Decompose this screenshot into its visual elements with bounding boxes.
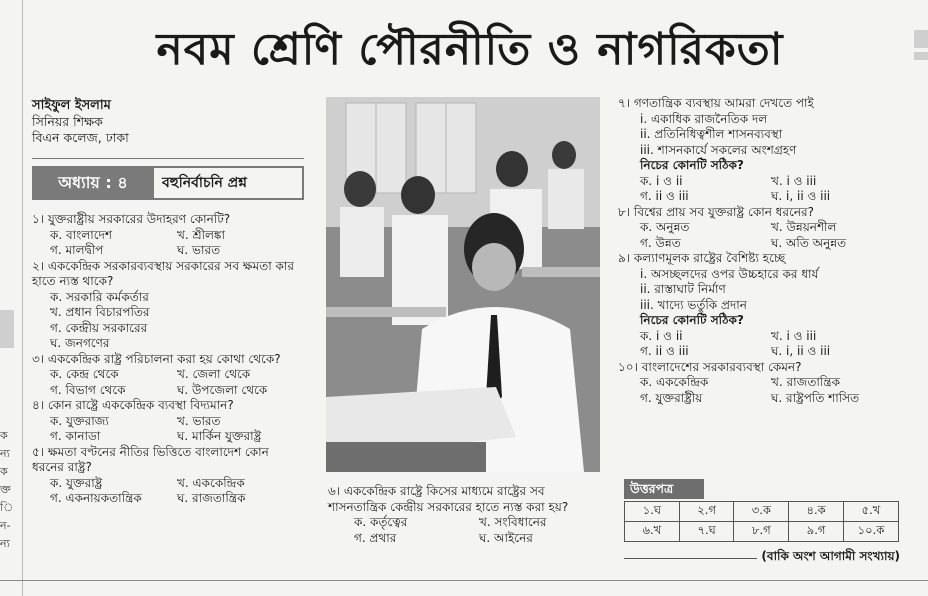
question-item — [32, 445, 304, 507]
author-institution: বিএন কলেজ, ঢাকা — [32, 130, 129, 145]
question-text: ৪। কোন রাষ্ট্রে এককেন্দ্রিক ব্যবস্থা বিদ্যমান? — [32, 398, 234, 412]
answer-cell: ৭.ঘ — [679, 522, 734, 542]
answer-cell: ৬.খ — [625, 522, 680, 542]
answer-cell: ৩.ক — [734, 502, 789, 522]
option-list — [32, 228, 304, 259]
option: গ. উন্নত — [640, 235, 681, 250]
option: ঘ. জনগণের — [50, 336, 110, 350]
option: খ. এককেন্দ্রিক — [177, 475, 245, 490]
option: ঘ. রাষ্ট্রপতি শাসিত — [771, 390, 860, 405]
option: ঘ. রাজতান্ত্রিক — [177, 491, 246, 505]
option: গ. কেন্দ্রীয় সরকারের — [50, 320, 148, 335]
students-exam-illustration — [326, 97, 600, 472]
question-prompt: নিচের কোনটি সঠিক? — [640, 313, 744, 327]
option: ক. যুক্তরাজ্য — [50, 413, 109, 428]
option: ক. বাংলাদেশ — [50, 227, 112, 242]
question-item — [32, 259, 304, 352]
chapter-number: অধ্যায় : ৪ — [32, 166, 154, 200]
option-list — [32, 414, 304, 445]
option: ক. সরকারি কর্মকর্তার — [50, 289, 149, 304]
statement: i. অসচ্ছলদের ওপর উচ্চহারে কর ধার্য — [640, 266, 819, 281]
statement: ii. প্রতিনিধিত্বশীল শাসনব্যবস্থা — [640, 127, 783, 141]
answer-cell: ৫.খ — [843, 502, 898, 522]
option: ঘ. উপজেলা থেকে — [177, 382, 268, 397]
question-item — [618, 251, 902, 360]
option: খ. রাজতান্ত্রিক — [771, 375, 840, 389]
option: ক. কর্তৃত্বের — [354, 515, 408, 529]
question-text: ৬। এককেন্দ্রিক রাষ্ট্রে কিসের মাধ্যমে রাষ্ট্রের সব শাসনতান্ত্রিক কেন্দ্রীয় সরকারের হাতে ন্যস্ত করা হয়? — [328, 484, 569, 514]
option: ঘ. i, ii ও iii — [771, 344, 831, 358]
option: খ. শ্রীলঙ্কা — [177, 227, 225, 242]
question-item — [328, 484, 604, 546]
author-name: সাইফুল ইসলাম — [32, 98, 111, 113]
edge-fragment: ক — [0, 465, 8, 478]
option: খ. জেলা থেকে — [177, 367, 251, 381]
author-title: সিনিয়র শিক্ষক — [32, 114, 103, 129]
option: গ. ii ও iii — [640, 189, 689, 203]
option: খ. উন্নয়নশীল — [771, 220, 837, 234]
edge-fragment: ক্ত — [0, 483, 11, 496]
option-list — [618, 375, 902, 406]
option: ক. i ও ii — [640, 328, 683, 343]
option: ঘ. অতি অনুন্নত — [771, 235, 847, 250]
option: ঘ. i, ii ও iii — [771, 189, 831, 203]
adjacent-gray-block — [0, 310, 14, 348]
option: গ. একনায়কতান্ত্রিক — [50, 491, 142, 505]
question-text: ৭। গণতান্ত্রিক ব্যবস্থায় আমরা দেখতে পাই — [618, 96, 814, 110]
option: খ. সংবিধানের — [479, 515, 547, 529]
question-text: ২। এককেন্দ্রিক সরকারব্যবস্থায় সরকারের সব ক্ষমতা কার হাতে ন্যস্ত থাকে? — [32, 258, 294, 288]
option: ঘ. মার্কিন যুক্তরাষ্ট্র — [177, 429, 262, 443]
edge-fragment: ি — [0, 501, 14, 514]
option-list — [618, 220, 902, 251]
divider — [32, 158, 304, 159]
question-text: ৯। কল্যাণমূলক রাষ্ট্রের বৈশিষ্ট্য হচ্ছে — [618, 251, 786, 265]
answer-cell: ২.গ — [679, 502, 734, 522]
option: গ. যুক্তরাষ্ট্রীয় — [640, 390, 703, 405]
divider — [0, 580, 928, 581]
headline: নবম শ্রেণি পৌরনীতি ও নাগরিকতা — [156, 24, 784, 75]
statement: iii. খাদ্যে ভর্তুকি প্রদান — [640, 297, 747, 312]
answer-cell: ৯.গ — [789, 522, 844, 542]
chapter-type: বহুনির্বাচনি প্রশ্ন — [154, 166, 304, 200]
edge-fragment: ক — [0, 429, 8, 442]
option-list — [328, 515, 604, 546]
edge-fragment: ন- — [0, 519, 11, 532]
answer-cell: ৪.ক — [789, 502, 844, 522]
question-text: ১। যুক্তরাষ্ট্রীয় সরকারের উদাহরণ কোনটি? — [32, 212, 231, 226]
classroom-photo — [326, 97, 600, 472]
edge-fragment: ন্য — [0, 537, 10, 550]
question-text: ৩। এককেন্দ্রিক রাষ্ট্র পরিচালনা করা হয় কোথা থেকে? — [32, 351, 281, 366]
statement: ii. রাস্তাঘাট নির্মাণ — [640, 282, 726, 296]
option: খ. i ও iii — [771, 173, 817, 188]
chapter-banner — [32, 166, 304, 200]
answer-cell: ৮.গ — [734, 522, 789, 542]
question-prompt: নিচের কোনটি সঠিক? — [640, 158, 744, 172]
option: গ. কানাডা — [50, 429, 101, 443]
option: গ. ii ও iii — [640, 344, 689, 358]
question-item — [32, 352, 304, 399]
option-list — [32, 476, 304, 507]
option: ক. এককেন্দ্রিক — [640, 375, 709, 389]
table-row — [625, 502, 899, 522]
option-list — [618, 329, 902, 360]
option: ক. অনুন্নত — [640, 220, 690, 234]
continued-note — [624, 548, 900, 568]
answer-cell: ১০.ক — [843, 522, 898, 542]
question-text: ৮। বিশ্বের প্রায় সব যুক্তরাষ্ট্র কোন ধরনের? — [618, 204, 814, 219]
question-column-right — [618, 96, 902, 406]
divider — [624, 558, 757, 559]
adjacent-column-fragment — [0, 0, 23, 596]
table-row — [625, 522, 899, 542]
edge-fragment: ন্য — [0, 447, 10, 460]
option: গ. মালদ্বীপ — [50, 243, 104, 257]
option-list — [32, 367, 304, 398]
adjacent-column-fragment-right — [914, 0, 928, 596]
answer-key-table — [624, 501, 899, 542]
statement: iii. শাসনকার্যে সকলের অংশগ্রহণ — [640, 142, 797, 157]
question-text: ৫। ক্ষমতা বণ্টনের নীতির ভিত্তিতে বাংলাদেশ কোন ধরনের রাষ্ট্র? — [32, 444, 269, 474]
question-item — [618, 96, 902, 205]
option-list — [618, 174, 902, 205]
option: খ. প্রধান বিচারপতির — [50, 305, 150, 319]
question-item — [32, 398, 304, 445]
answer-cell: ১.ঘ — [625, 502, 680, 522]
option: খ. i ও iii — [771, 328, 817, 343]
question-text: ১০। বাংলাদেশের সরকারব্যবস্থা কেমন? — [618, 359, 802, 374]
option: গ. প্রথার — [354, 530, 397, 545]
question-item — [618, 360, 902, 407]
question-item — [618, 205, 902, 252]
answer-key-title: উত্তরপত্র — [624, 479, 704, 499]
author-block — [32, 98, 304, 146]
question-item — [32, 212, 304, 259]
option: গ. বিভাগ থেকে — [50, 382, 126, 397]
option: ক. কেন্দ্র থেকে — [50, 367, 119, 381]
option: ক. i ও ii — [640, 173, 683, 188]
option: ঘ. আইনের — [479, 530, 533, 545]
question-column-left — [32, 212, 304, 507]
option: ঘ. ভারত — [177, 243, 221, 257]
option: ক. যুক্তরাষ্ট্র — [50, 475, 103, 490]
continued-text: (বাকি অংশ আগামী সংখ্যায়) — [761, 549, 900, 563]
statement: i. একাধিক রাজনৈতিক দল — [640, 111, 768, 126]
option: খ. ভারত — [177, 413, 221, 428]
